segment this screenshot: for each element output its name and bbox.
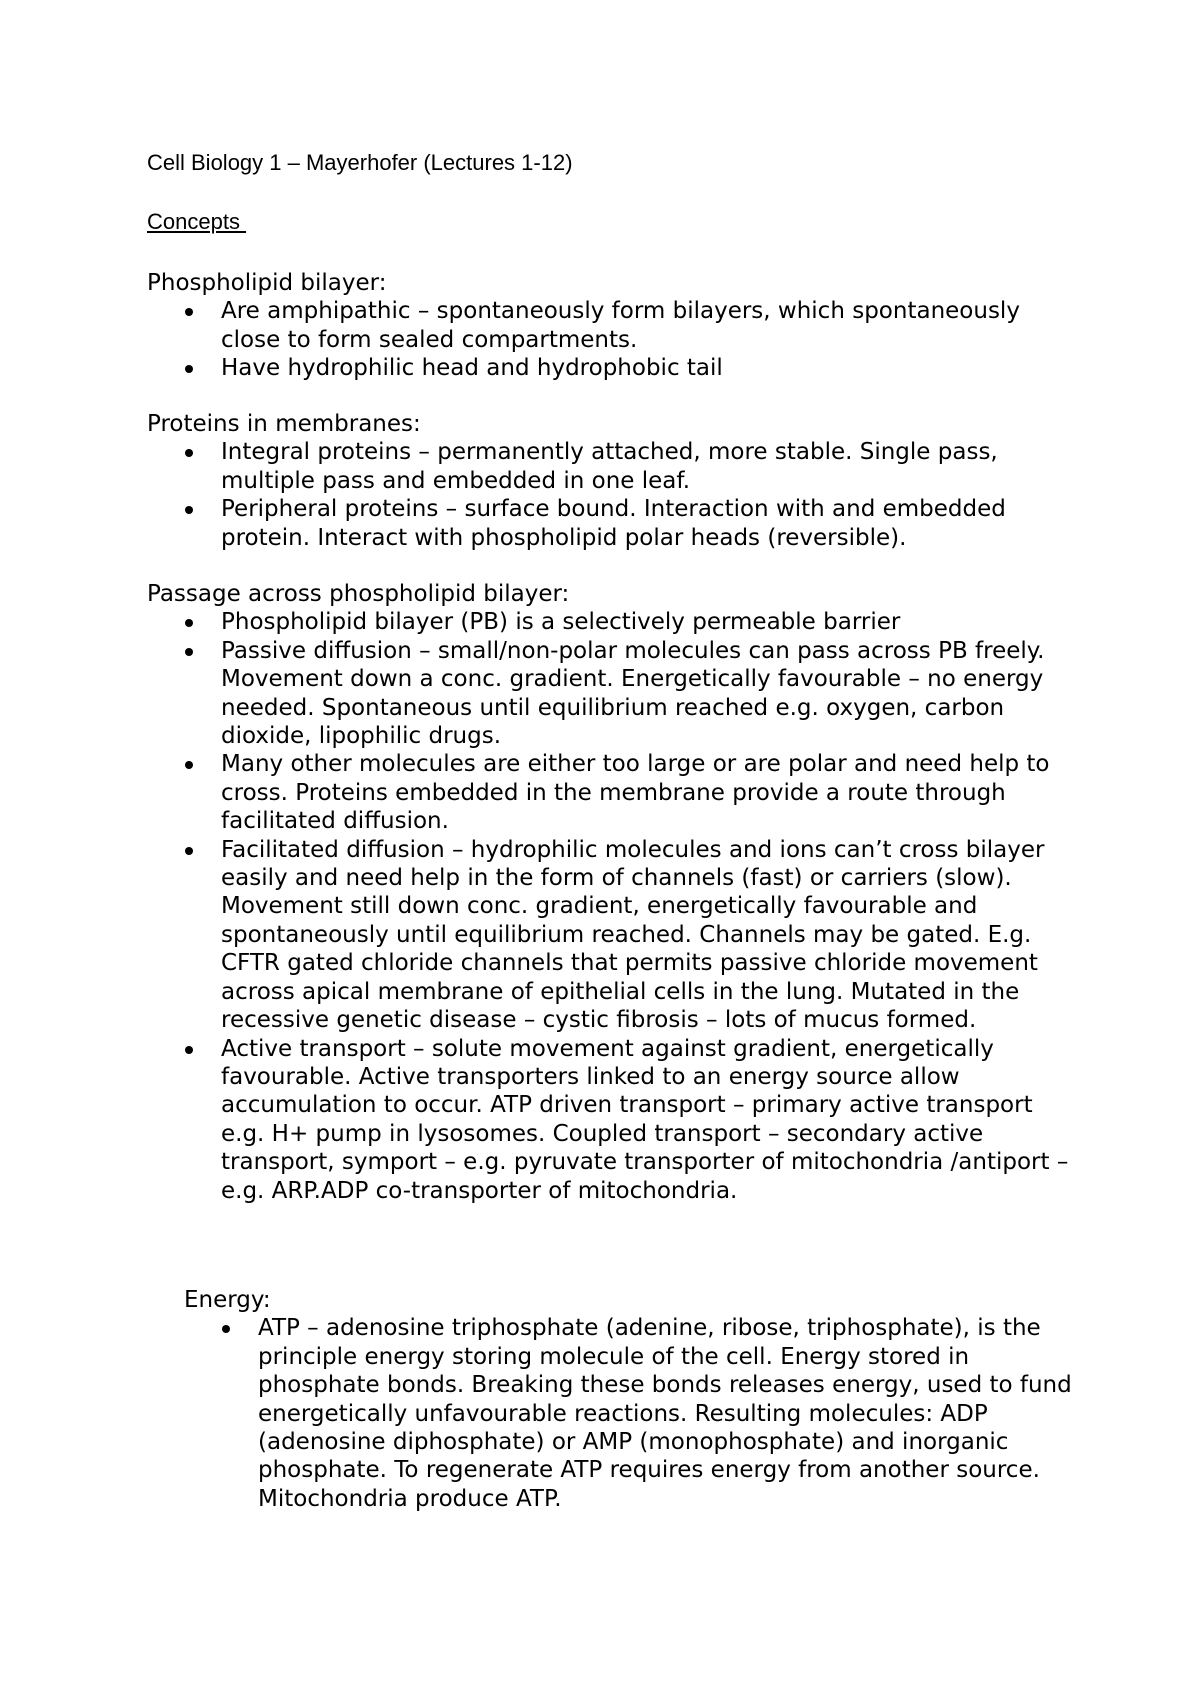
section-passage-across-bilayer (147, 580, 1077, 1205)
bullet-item: Peripheral proteins – surface bound. Interaction with and embedded protein. Interact with phospholipid polar heads (reversible). (147, 495, 1077, 552)
bullet-item: ATP – adenosine triphosphate (adenine, ribose, triphosphate), is the principle energy storing molecule of the cell. Energy stored in phosphate bonds. Breaking these bonds releases energy, used to fund energetically unfavourable reactions. Resulting molecules: ADP (adenosine diphosphate) or AMP (monophosphate) and inorganic phosphate. To regenerate ATP requires energy from another source. Mitochondria produce ATP. (184, 1314, 1077, 1513)
bullet-list (147, 438, 1077, 552)
section-heading: Phospholipid bilayer: (147, 270, 387, 296)
bullet-list (147, 297, 1077, 382)
section-energy (184, 1286, 1077, 1513)
bullet-list (147, 608, 1077, 1205)
bullet-item: Active transport – solute movement against gradient, energetically favourable. Active transporters linked to an energy source allow accumulation to occur. ATP driven transport – primary active transport e.g. H+ pump in lysosomes. Coupled transport – secondary active transport, symport – e.g. pyruvate transporter of mitochondria /antiport – e.g. ARP.ADP co-transporter of mitochondria. (147, 1035, 1077, 1205)
concepts-subheading: Concepts (147, 209, 247, 234)
bullet-item: Many other molecules are either too large or are polar and need help to cross. Proteins embedded in the membrane provide a route through facilitated diffusion. (147, 750, 1077, 835)
section-heading: Energy: (184, 1287, 271, 1313)
document-title: Cell Biology 1 – Mayerhofer (Lectures 1-12) (147, 150, 573, 175)
section-proteins-in-membranes (147, 410, 1077, 552)
bullet-item: Integral proteins – permanently attached, more stable. Single pass, multiple pass and embedded in one leaf. (147, 438, 1077, 495)
bullet-item: Facilitated diffusion – hydrophilic molecules and ions can’t cross bilayer easily and need help in the form of channels (fast) or carriers (slow). Movement still down conc. gradient, energetically favourable and spontaneously until equilibrium reached. Channels may be gated. E.g. CFTR gated chloride channels that permits passive chloride movement across apical membrane of epithelial cells in the lung. Mutated in the recessive genetic disease – cystic fibrosis – lots of mucus formed. (147, 836, 1077, 1035)
bullet-item: Are amphipathic – spontaneously form bilayers, which spontaneously close to form sealed compartments. (147, 297, 1077, 354)
bullet-item: Passive diffusion – small/non-polar molecules can pass across PB freely. Movement down a conc. gradient. Energetically favourable – no energy needed. Spontaneous until equilibrium reached e.g. oxygen, carbon dioxide, lipophilic drugs. (147, 637, 1077, 751)
section-phospholipid-bilayer (147, 269, 1077, 383)
section-heading: Passage across phospholipid bilayer: (147, 581, 570, 607)
bullet-item: Phospholipid bilayer (PB) is a selectively permeable barrier (147, 608, 1077, 636)
bullet-item: Have hydrophilic head and hydrophobic tail (147, 354, 1077, 382)
section-heading: Proteins in membranes: (147, 411, 421, 437)
bullet-list (184, 1314, 1077, 1513)
